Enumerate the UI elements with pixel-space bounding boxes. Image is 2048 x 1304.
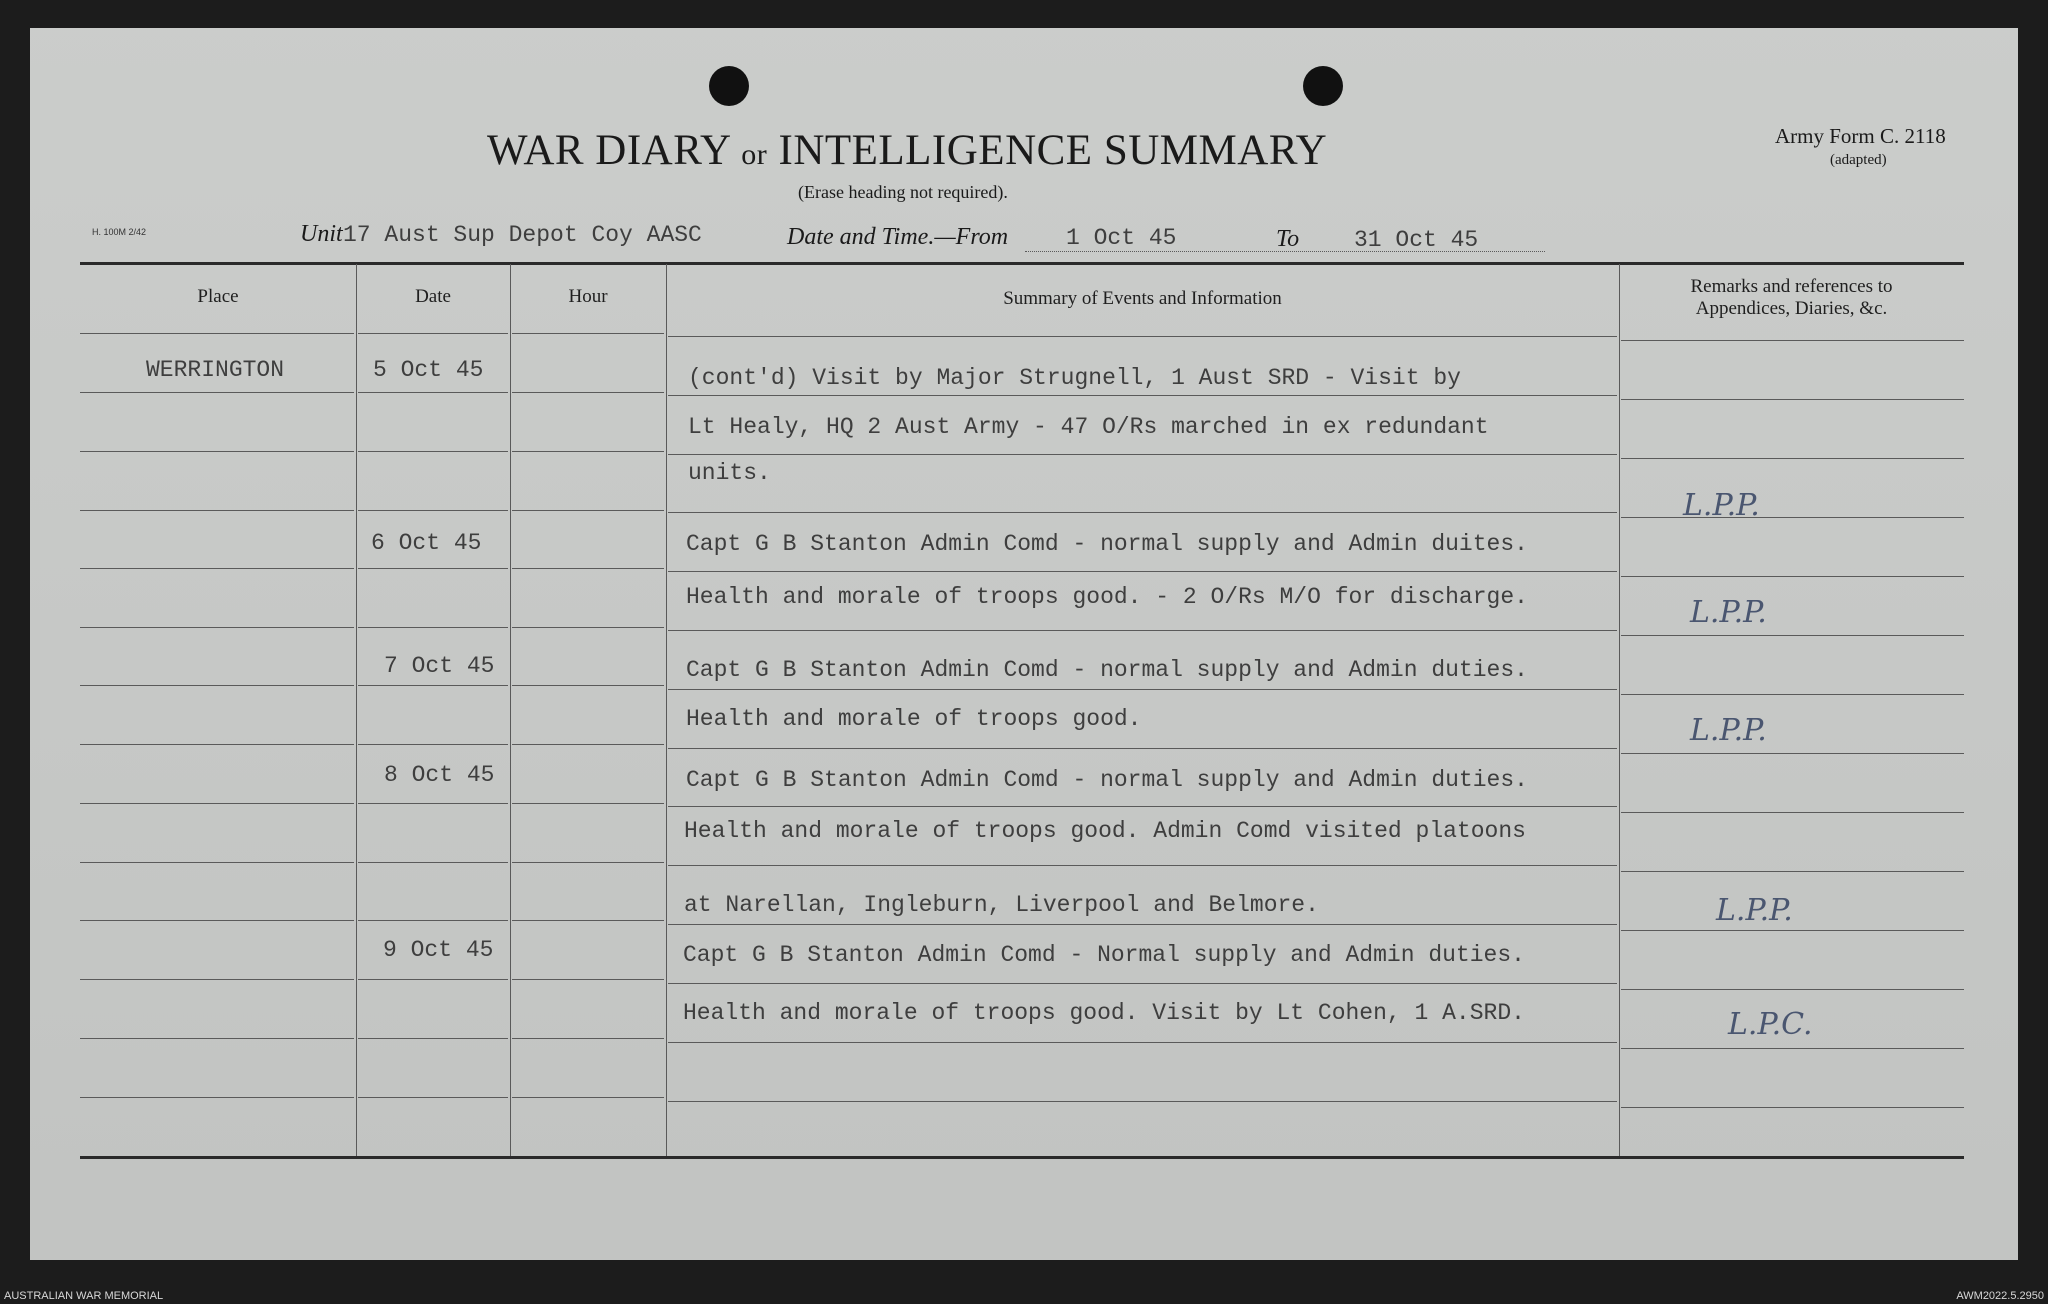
summary-line: Health and morale of troops good. Visit by Lt Cohen, 1 A.SRD. (683, 1000, 1525, 1026)
date-to-value: 31 Oct 45 (1354, 227, 1479, 253)
ruled-line (1621, 635, 1964, 636)
ruled-line (80, 568, 354, 569)
ruled-line (668, 1042, 1617, 1043)
diary-page (30, 28, 2018, 1260)
remarks-header-line-1: Remarks and references to (1690, 276, 1893, 297)
ruled-line (80, 451, 354, 452)
ruled-line (1621, 694, 1964, 695)
ruled-line (1621, 753, 1964, 754)
date-cell: 9 Oct 45 (383, 937, 494, 963)
ruled-line (512, 510, 664, 511)
handwritten-initials: L.P.P. (1690, 595, 1767, 630)
ruled-line (358, 1097, 508, 1098)
ruled-line (1621, 340, 1964, 341)
ruled-line (80, 685, 354, 686)
handwritten-initials: L.P.P. (1683, 488, 1760, 523)
summary-line: at Narellan, Ingleburn, Liverpool and Belmore. (684, 892, 1319, 918)
ruled-line (358, 568, 508, 569)
date-from-label: Date and Time.—From (787, 224, 1009, 250)
title-or: or (741, 138, 768, 171)
column-header-date: Date (415, 286, 451, 307)
date-from-value: 1 Oct 45 (1066, 225, 1177, 251)
ruled-line (512, 803, 664, 804)
table-bottom-rule (80, 1156, 1964, 1159)
ruled-line (668, 924, 1617, 925)
ruled-line (512, 568, 664, 569)
ruled-line (1621, 576, 1964, 577)
ruled-line (80, 920, 354, 921)
ruled-line (80, 510, 354, 511)
ruled-line (512, 744, 664, 745)
ruled-line (80, 333, 354, 334)
ruled-line (1621, 812, 1964, 813)
date-underline (1025, 251, 1545, 252)
ruled-line (668, 571, 1617, 572)
remarks-header-line-2: Appendices, Diaries, &c. (1695, 298, 1888, 319)
ruled-line (358, 627, 508, 628)
ruled-line (668, 454, 1617, 455)
ruled-line (358, 803, 508, 804)
date-cell: 6 Oct 45 (371, 530, 482, 556)
ruled-line (1621, 930, 1964, 931)
summary-line: Health and morale of troops good. Admin Comd visited platoons (684, 818, 1526, 844)
ruled-line (668, 806, 1617, 807)
ruled-line (358, 333, 508, 334)
ruled-line (1621, 517, 1964, 518)
form-adapted: (adapted) (1830, 152, 1887, 168)
ruled-line (512, 1038, 664, 1039)
ruled-line (80, 627, 354, 628)
ruled-line (512, 333, 664, 334)
ruled-line (358, 685, 508, 686)
place-cell: WERRINGTON (146, 357, 285, 383)
punch-hole-right (1303, 66, 1343, 106)
form-title (487, 126, 1327, 175)
ruled-line (1621, 871, 1964, 872)
handwritten-initials: L.P.C. (1728, 1007, 1813, 1042)
footer-accession: AWM2022.5.2950 (1956, 1290, 2044, 1302)
ruled-line (668, 336, 1617, 337)
column-header-place: Place (197, 286, 239, 307)
ruled-line (80, 862, 354, 863)
ruled-line (512, 979, 664, 980)
summary-line: Health and morale of troops good. - 2 O/Rs M/O for discharge. (686, 584, 1528, 610)
ruled-line (80, 979, 354, 980)
ruled-line (1621, 989, 1964, 990)
ruled-line (80, 1097, 354, 1098)
ruled-line (668, 689, 1617, 690)
form-number: Army Form C. 2118 (1775, 124, 1946, 148)
title-intelligence-summary: INTELLIGENCE SUMMARY (778, 127, 1328, 174)
summary-line: units. (688, 460, 771, 486)
ruled-line (512, 1097, 664, 1098)
ruled-line (358, 451, 508, 452)
column-divider (666, 264, 667, 1156)
ruled-line (1621, 1107, 1964, 1108)
date-to-label: To (1276, 226, 1300, 252)
handwritten-initials: L.P.P. (1716, 893, 1793, 928)
ruled-line (668, 395, 1617, 396)
ruled-line (80, 744, 354, 745)
unit-label: Unit (300, 221, 343, 247)
ruled-line (668, 983, 1617, 984)
ruled-line (512, 862, 664, 863)
column-header-summary: Summary of Events and Information (1003, 288, 1282, 309)
title-war-diary: WAR DIARY (487, 127, 730, 174)
ruled-line (80, 392, 354, 393)
ruled-line (80, 803, 354, 804)
unit-value: 17 Aust Sup Depot Coy AASC (343, 222, 702, 248)
table-top-rule (80, 262, 1964, 265)
date-cell: 8 Oct 45 (384, 762, 495, 788)
print-code: H. 100M 2/42 (92, 227, 147, 237)
ruled-line (512, 685, 664, 686)
ruled-line (358, 862, 508, 863)
ruled-line (358, 744, 508, 745)
ruled-line (358, 920, 508, 921)
ruled-line (668, 748, 1617, 749)
summary-line: Capt G B Stanton Admin Comd - normal supply and Admin duites. (686, 531, 1528, 557)
date-cell: 5 Oct 45 (373, 357, 484, 383)
ruled-line (512, 920, 664, 921)
column-divider (356, 264, 357, 1156)
summary-line: Capt G B Stanton Admin Comd - Normal supply and Admin duties. (683, 942, 1525, 968)
ruled-line (512, 451, 664, 452)
footer-source: AUSTRALIAN WAR MEMORIAL (4, 1290, 164, 1302)
ruled-line (358, 392, 508, 393)
column-divider (1619, 264, 1620, 1156)
ruled-line (1621, 399, 1964, 400)
summary-line: Capt G B Stanton Admin Comd - normal supply and Admin duties. (686, 657, 1528, 683)
form-subtitle: (Erase heading not required). (798, 182, 1008, 202)
column-header-remarks (1619, 276, 1964, 320)
date-cell: 7 Oct 45 (384, 653, 495, 679)
handwritten-initials: L.P.P. (1690, 713, 1767, 748)
ruled-line (668, 865, 1617, 866)
summary-line: (cont'd) Visit by Major Strugnell, 1 Aust SRD - Visit by (688, 365, 1461, 391)
ruled-line (80, 1038, 354, 1039)
punch-hole-left (709, 66, 749, 106)
ruled-line (512, 392, 664, 393)
summary-line: Capt G B Stanton Admin Comd - normal supply and Admin duties. (686, 767, 1528, 793)
ruled-line (358, 510, 508, 511)
ruled-line (358, 979, 508, 980)
ruled-line (668, 512, 1617, 513)
summary-line: Lt Healy, HQ 2 Aust Army - 47 O/Rs marched in ex redundant (688, 414, 1489, 440)
column-divider (510, 264, 511, 1156)
ruled-line (668, 630, 1617, 631)
ruled-line (1621, 1048, 1964, 1049)
ruled-line (668, 1101, 1617, 1102)
ruled-line (358, 1038, 508, 1039)
column-header-hour: Hour (568, 286, 608, 307)
ruled-line (512, 627, 664, 628)
ruled-line (1621, 458, 1964, 459)
summary-line: Health and morale of troops good. (686, 706, 1142, 732)
